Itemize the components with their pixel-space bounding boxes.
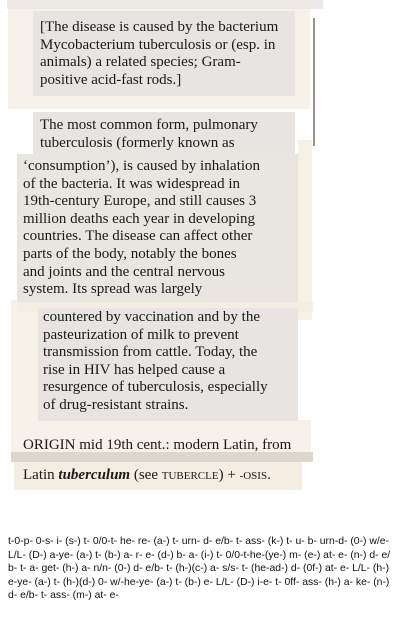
- paper-strip-edge: [313, 18, 315, 146]
- fragment-1: [40, 19, 278, 89]
- fragment-4-line-2: pasteurization of milk to prevent: [43, 326, 239, 343]
- suffix-reference: -OSIS: [239, 470, 268, 482]
- fragment-3-line-5: countries. The disease can affect other: [23, 228, 253, 245]
- encoded-text-block: t-0-p- 0-s- i- (s-) t- 0/0-t- he- re- (a-) t- urn- d- e/b- t- ass- (k-) t- u- b- urn-d- (0-) w/e- L/L- (D-) a-ye- (a-) t- (b-) a- r- e- (d-) b- a- (i-) t- 0/0-t-he-(ye-) m- (e-) at- e- (n-) d- e/b- t- a- get- (h-) a- n/n- (0-) d- e/b- t- (h-)(c-) a- s/s- t- (he-ad-) d- (0f-) at- e- L/L- (h-) e-ye- (a-) t- (h-)(d-) 0- w/-he-ye- (a-) t- (b-) e- L/L- (D-) i-e- t- 0ff- ass- (h-) a- ke- (n-) d- e/b- t- ass- (m-) at- e-: [8, 536, 391, 601]
- etymology-term: tuberculum: [58, 467, 131, 483]
- fragment-4-line-6: of drug-resistant strains.: [43, 396, 189, 413]
- fragment-3-line-3: 19th-century Europe, and still causes 3: [23, 193, 257, 210]
- fragment-4-line-1: countered by vaccination and by the: [43, 309, 261, 325]
- etymology-end: .: [267, 467, 271, 483]
- fragment-1-line-2: Mycobacterium tuberculosis or (esp. in: [40, 36, 276, 53]
- fragment-3-line-4: million deaths each year in developing: [23, 210, 256, 227]
- cross-reference: TUBERCLE: [161, 470, 219, 482]
- fragment-3-line-8: system. Its spread was largely: [23, 281, 203, 298]
- fragment-2-line-1: The most common form, pulmonary: [40, 117, 258, 133]
- etymology-plus: ) +: [218, 467, 240, 483]
- fragment-2: [40, 117, 258, 152]
- fragment-5: [23, 437, 291, 455]
- fragment-3-line-2: of the bacteria. It was widespread in: [23, 175, 240, 192]
- fragment-4-line-5: resurgence of tuberculosis, especially: [43, 379, 268, 396]
- fragment-4-line-4: rise in HIV has helped cause a: [43, 361, 226, 378]
- etymology-see: (see: [130, 467, 162, 483]
- etymology-line: [23, 467, 271, 486]
- fragment-2-line-2: tuberculosis (formerly known as: [40, 134, 235, 151]
- fragment-4-line-3: transmission from cattle. Today, the: [43, 344, 258, 361]
- fragment-3-line-1: ‘consumption’), is caused by inhalation: [23, 158, 261, 174]
- fragment-1-line-3: animals) a related species; Gram-: [40, 54, 241, 71]
- fragment-4: [43, 309, 268, 415]
- paper-shadow-4: [11, 300, 39, 450]
- fragment-1-line-4: positive acid-fast rods.]: [40, 71, 182, 88]
- paper-strip-1: [7, 0, 323, 9]
- etymology-prefix: Latin: [23, 467, 59, 483]
- fragment-3: [23, 158, 260, 299]
- fragment-3-line-7: and joints and the central nervous: [23, 263, 226, 280]
- fragment-3-line-6: parts of the body, notably the bones: [23, 245, 237, 262]
- origin-line: ORIGIN mid 19th cent.: modern Latin, from: [23, 437, 292, 453]
- paper-shadow-2: [298, 140, 312, 320]
- fragment-1-line-1: [The disease is caused by the bacterium: [40, 19, 279, 35]
